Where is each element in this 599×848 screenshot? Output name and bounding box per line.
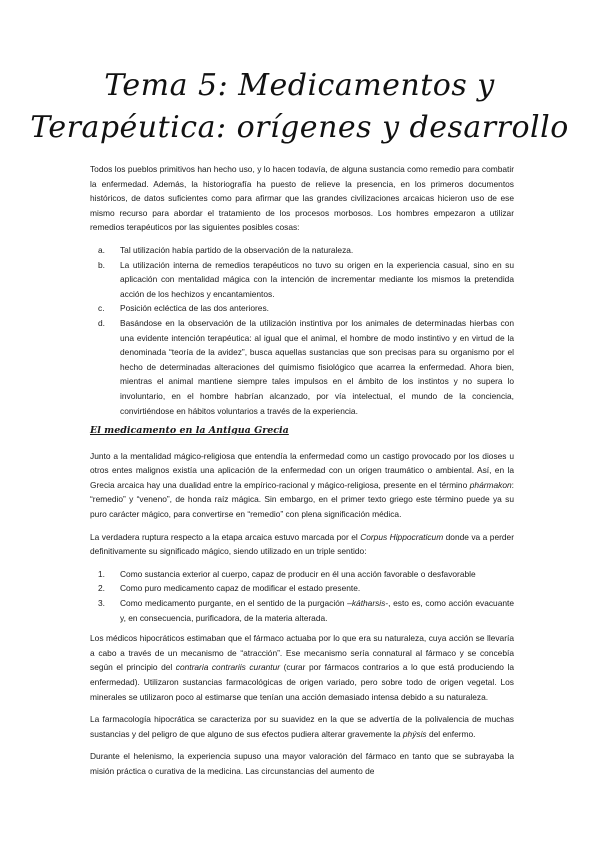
list-marker: d. [98, 317, 105, 328]
list-item-text: -, esto es, como acción evacuante y, en consecuencia, purificadora, de la materia alterada. [120, 598, 514, 623]
list-marker: a. [98, 244, 105, 255]
numbered-list [90, 567, 514, 625]
hellenism-paragraph: Durante el helenismo, la experiencia supuso una mayor valoración del fármaco en tanto que se subrayaba la misión práctica o curativa de la medicina. Las circunstancias del aumento de [90, 751, 514, 776]
alpha-list [90, 243, 514, 418]
list-item-text: Tal utilización había partido de la observación de la naturaleza. [120, 244, 354, 255]
list-item [90, 316, 514, 418]
page-title-line-1: Tema 5: Medicamentos y [104, 68, 495, 103]
list-item [90, 581, 514, 596]
list-marker: c. [98, 303, 105, 314]
italic-term: kátharsis [351, 598, 386, 609]
italic-term: Corpus Hippocraticum [360, 531, 444, 542]
text-run: del enfermo. [426, 728, 476, 739]
list-item-text: La utilización interna de remedios terapéuticos no tuvo su origen en la experiencia casual, sino en su aplicación con mentalidad mágica con la intención de incrementar mediante los mismos la pretendida acción de los hechizos y encantamientos. [120, 259, 514, 299]
list-marker: 1. [98, 568, 105, 579]
list-marker: b. [98, 259, 105, 270]
list-item-text: Posición ecléctica de las dos anteriores. [120, 303, 269, 314]
list-item-text: Como sustancia exterior al cuerpo, capaz de producir en él una acción favorable o desfavorable [120, 568, 476, 579]
text-run: Junto a la mentalidad mágico-religiosa que entendía la enfermedad como un castigo provocado por los dioses u otros entes malignos existía una aplicación de la enfermedad con un origen traumático o ambiental. Así, en la Grecia arcaica hay una dualidad entre la empírico-racional y mágico-religiosa, presente en el término [90, 450, 514, 490]
pharmacology-paragraph [90, 712, 514, 741]
list-item [90, 596, 514, 625]
italic-term: phármakon [469, 479, 512, 490]
list-marker: 2. [98, 583, 105, 594]
text-run: (curar por fármacos contrarios a lo que está produciendo la enfermedad). Utilizaron sustancias farmacológicas de origen variado, pero sobre todo de origen vegetal. Los minerales se utilizaron poco al estimarse que tenían una acción demasiado intensa debido a su naturaleza. [90, 662, 514, 702]
list-item-text: Basándose en la observación de la utilización instintiva por los animales de determinadas hierbas con una evidente intención terapéutica: al igual que el animal, el hombre de modo instintivo y en virtud de la denominada “teoría de la avidez”, busca aquellas sustancias que son precisas para su organismo por el hecho de determinadas alteraciones del quimismo fisiológico que acarrea la enfermedad. Ahora bien, mientras el animal mantiene siempre tales impulsos en el ámbito de los instintos y no supera lo involuntario, en el hombre habrían alcanzado, por vía intelectual, el mundo de la conciencia, convirtiéndose en hábitos voluntarios a través de la experiencia. [120, 317, 514, 416]
section-heading: El medicamento en la Antigua Grecia [90, 425, 289, 437]
list-item-text: Como puro medicamento capaz de modificar el estado presente. [120, 583, 361, 594]
italic-term: contraria contrariis curantur [175, 662, 281, 673]
list-item [90, 301, 514, 316]
list-item [90, 567, 514, 582]
list-item-text: Como medicamento purgante, en el sentido de la purgación – [120, 598, 352, 609]
text-run: La verdadera ruptura respecto a la etapa arcaica estuvo marcada por el [90, 531, 361, 542]
hippocratic-paragraph [90, 631, 514, 704]
italic-term: phýsis [402, 728, 427, 739]
intro-paragraph: Todos los pueblos primitivos han hecho uso, y lo hacen todavía, de alguna sustancia como remedio para combatir la enfermedad. Además, la historiografía ha puesto de relieve la presencia, en los primeros documentos históricos, de datos suficientes como para afirmar que las grandes civilizaciones arcaicas hicieron uso de ese mismo recurso para abordar el tratamiento de los procesos morbosos. Los hombres empezaron a utilizar remedios terapéuticos por las siguientes posibles cosas: [90, 164, 514, 233]
list-marker: 3. [98, 598, 105, 609]
rupture-paragraph [90, 530, 514, 559]
greece-paragraph [90, 449, 514, 522]
text-run: donde va a perder definitivamente su significado mágico, siendo utilizado en un triple sentido: [90, 531, 514, 557]
text-run: Los médicos hipocráticos estimaban que el fármaco actuaba por lo que era su naturaleza, cuya acción se llevaría a cabo a través de un mecanismo de “atracción”. Ese mecanismo sería connatural al fármaco y se concebía según el principio del [90, 633, 514, 673]
list-item [90, 258, 514, 302]
page-title-line-2: Terapéutica: orígenes y desarrollo [30, 110, 569, 145]
text-run: : “remedio” y “veneno”, de honda raíz mágica. Sin embargo, en el primer texto griego este término puede ya su puro carácter mágico, para convertirse en “remedio” con plena significación médica. [90, 479, 514, 520]
text-run: La farmacología hipocrática se caracteriza por su suavidez en la que se advertía de la polivalencia de muchas sustancias y del peligro de que alguno de sus efectos pudiera alterar gravemente la [90, 714, 514, 739]
document-body [90, 162, 514, 787]
list-item [90, 243, 514, 258]
